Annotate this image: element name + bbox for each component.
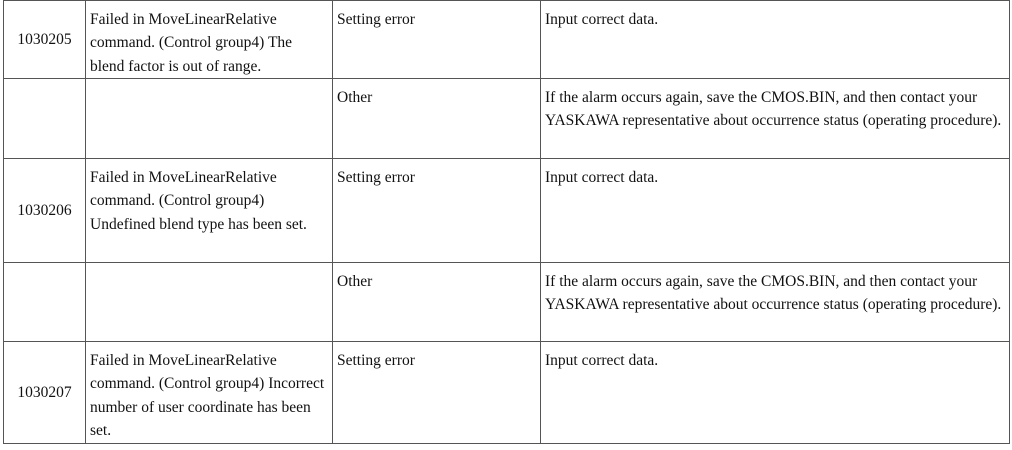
alarm-cause: Setting error bbox=[333, 159, 541, 263]
alarm-code: 1030205 bbox=[4, 1, 86, 79]
table-row bbox=[4, 263, 1010, 342]
alarm-cause: Other bbox=[333, 263, 541, 342]
alarm-code: 1030207 bbox=[4, 342, 86, 444]
table-row bbox=[4, 79, 1010, 159]
alarm-description: Failed in MoveLinearRelative command. (Control group4) Undefined blend type has been set. bbox=[86, 159, 333, 263]
alarm-description bbox=[86, 263, 333, 342]
alarm-description bbox=[86, 79, 333, 159]
alarm-remedy: If the alarm occurs again, save the CMOS.BIN, and then contact your YASKAWA representative about occurrence status (operating procedure). bbox=[541, 263, 1010, 342]
alarm-remedy: Input correct data. bbox=[541, 1, 1010, 79]
alarm-cause: Setting error bbox=[333, 342, 541, 444]
table-row bbox=[4, 342, 1010, 444]
alarm-remedy: If the alarm occurs again, save the CMOS.BIN, and then contact your YASKAWA representative about occurrence status (operating procedure). bbox=[541, 79, 1010, 159]
alarm-cause: Setting error bbox=[333, 1, 541, 79]
table-row bbox=[4, 1, 1010, 79]
alarm-code bbox=[4, 79, 86, 159]
table-row bbox=[4, 159, 1010, 263]
alarm-remedy: Input correct data. bbox=[541, 159, 1010, 263]
alarm-description: Failed in MoveLinearRelative command. (Control group4) Incorrect number of user coordinate has been set. bbox=[86, 342, 333, 444]
alarm-cause: Other bbox=[333, 79, 541, 159]
alarm-code bbox=[4, 263, 86, 342]
alarm-description: Failed in MoveLinearRelative command. (Control group4) The blend factor is out of range. bbox=[86, 1, 333, 79]
alarm-code: 1030206 bbox=[4, 159, 86, 263]
alarm-table bbox=[3, 0, 1010, 444]
alarm-remedy: Input correct data. bbox=[541, 342, 1010, 444]
